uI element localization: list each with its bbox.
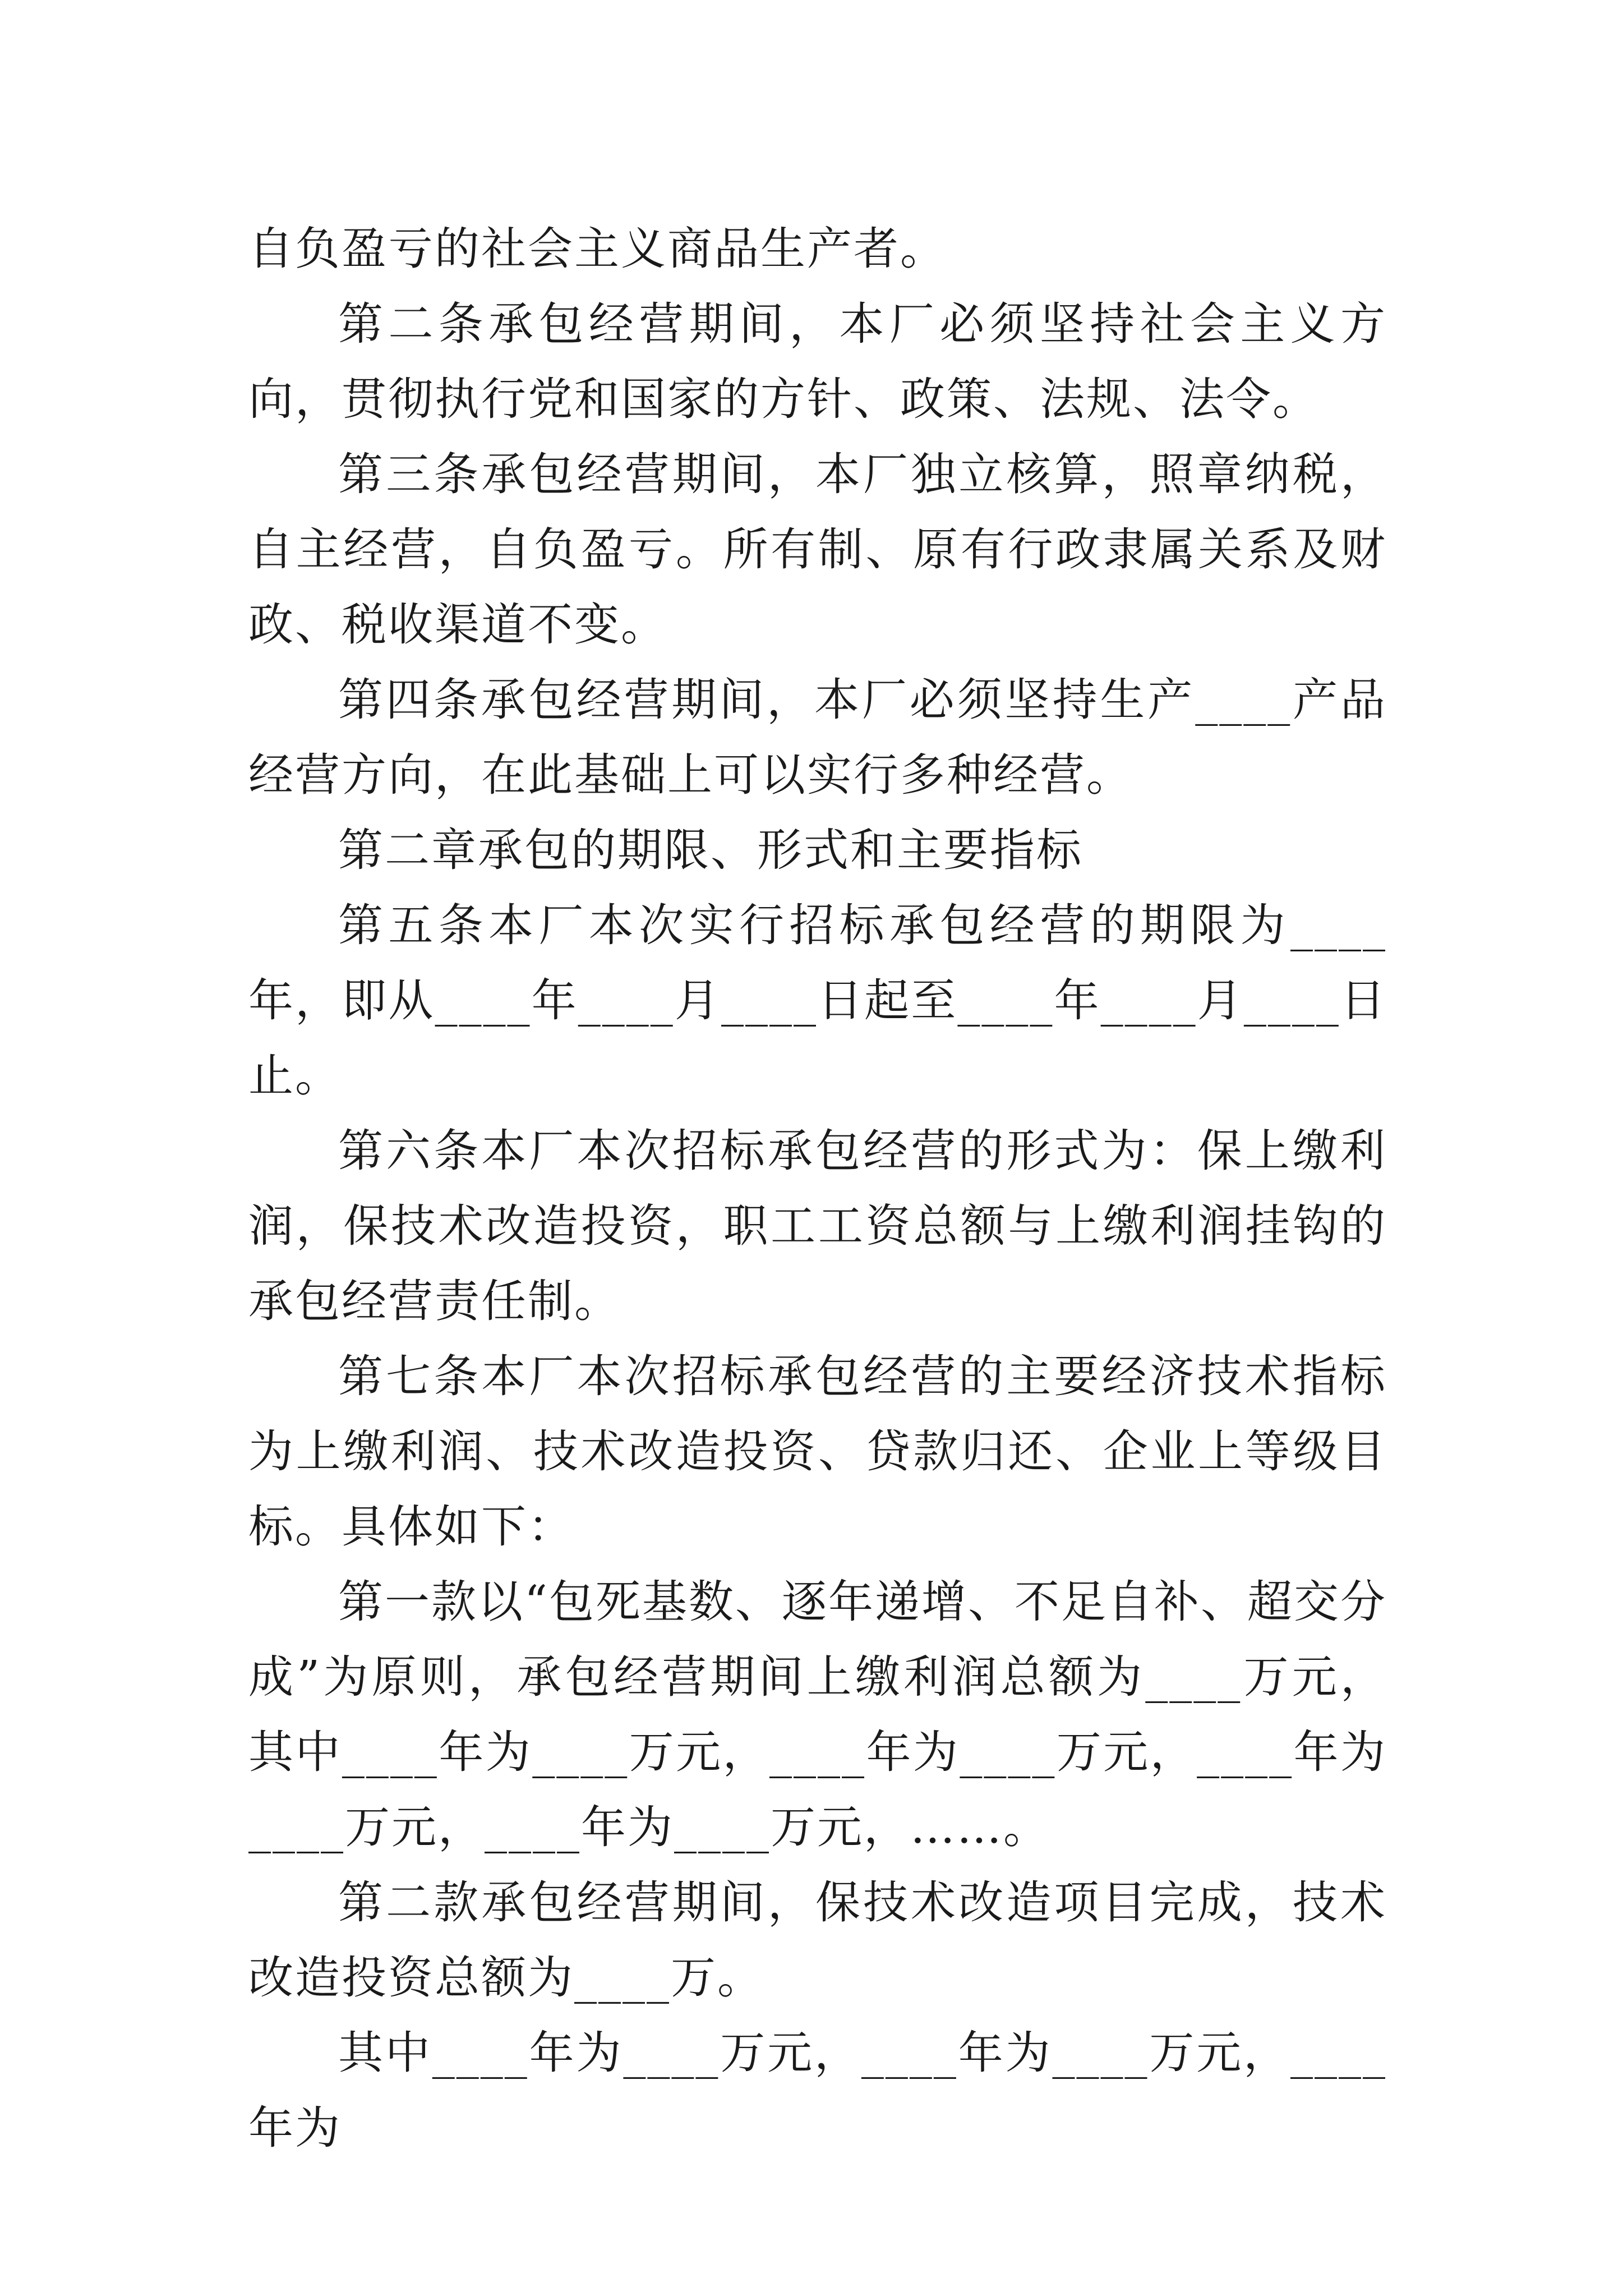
document-body (248, 211, 1387, 2166)
paragraph-article-5: 第五条本厂本次实行招标承包经营的期限为____年，即从____年____月____日起至____年____月____日止。 (248, 899, 1387, 1102)
paragraph-article-3: 第三条承包经营期间，本厂独立核算，照章纳税，自主经营，自负盈亏。所有制、原有行政隶属关系及财政、税收渠道不变。 (248, 448, 1387, 651)
paragraph-article-6: 第六条本厂本次招标承包经营的形式为：保上缴利润，保技术改造投资，职工工资总额与上缴利润挂钩的承包经营责任制。 (248, 1125, 1387, 1327)
paragraph-article-4: 第四条承包经营期间，本厂必须坚持生产____产品经营方向，在此基础上可以实行多种经营。 (248, 674, 1387, 801)
chapter-heading: 第二章承包的期限、形式和主要指标 (338, 824, 1083, 876)
paragraph-clause-2: 第二款承包经营期间，保技术改造项目完成，技术改造投资总额为____万。 (248, 1876, 1387, 2004)
paragraph-clause-2-continued: 其中____年为____万元，____年为____万元，____年为 (248, 2027, 1387, 2154)
paragraph-article-2: 第二条承包经营期间，本厂必须坚持社会主义方向，贯彻执行党和国家的方针、政策、法规、法令。 (248, 298, 1387, 425)
paragraph-1: 自负盈亏的社会主义商品生产者。 (248, 223, 947, 275)
paragraph-article-7: 第七条本厂本次招标承包经营的主要经济技术指标为上缴利润、技术改造投资、贷款归还、企业上等级目标。具体如下： (248, 1350, 1387, 1553)
paragraph-clause-1: 第一款以“包死基数、逐年递增、不足自补、超交分成”为原则，承包经营期间上缴利润总额为____万元，其中____年为____万元，____年为____万元，____年为____万元，____年为____万元，……。 (248, 1576, 1387, 1853)
